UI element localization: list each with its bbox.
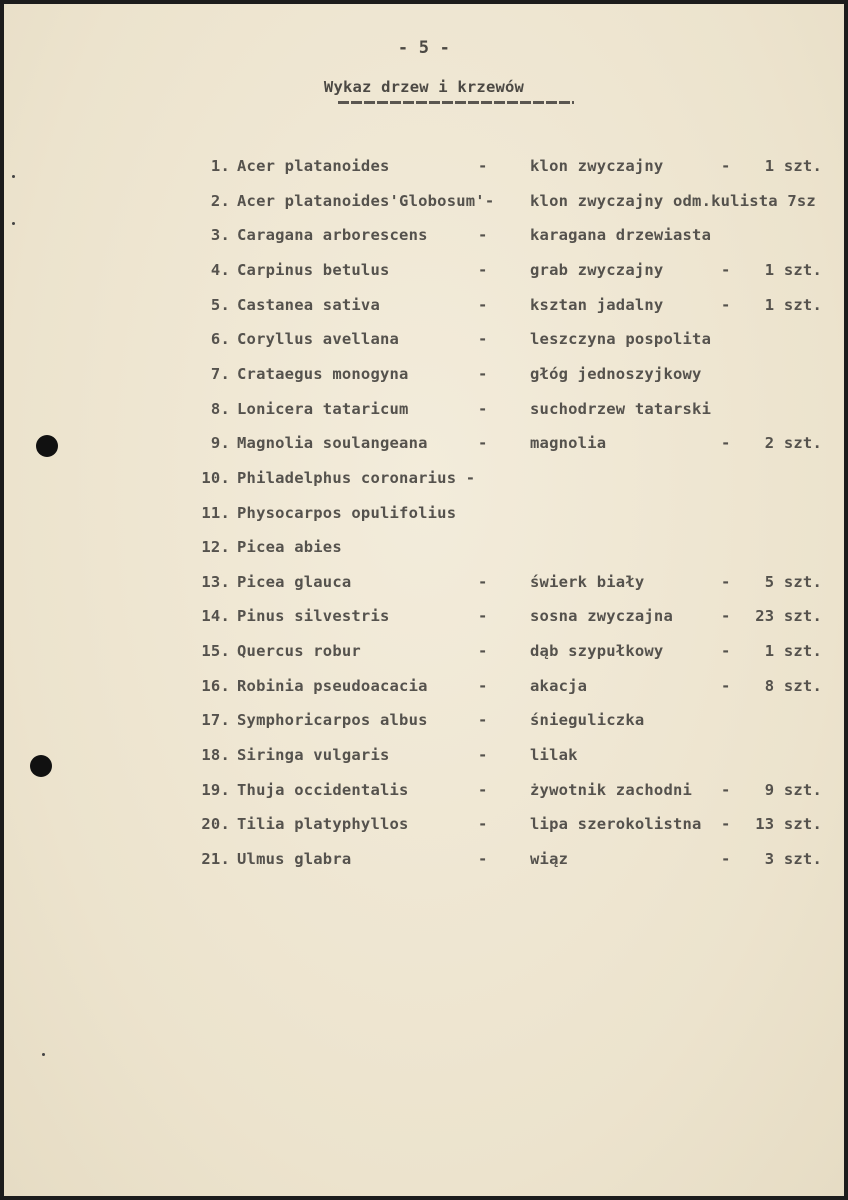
separator-dash: -: [478, 157, 488, 175]
separator-dash: -: [478, 850, 488, 868]
latin-name: Acer platanoides'Globosum'-: [237, 191, 495, 210]
separator-dash: -: [721, 607, 731, 626]
list-item: [0, 365, 848, 391]
list-item: [0, 296, 848, 322]
polish-name: akacja: [530, 676, 588, 695]
separator-dash: -: [721, 295, 731, 314]
item-number: 9.: [210, 434, 230, 453]
latin-name: Caragana arborescens: [237, 226, 428, 245]
polish-name: klon zwyczajny: [530, 157, 664, 175]
latin-name: Robinia pseudoacacia: [237, 676, 428, 695]
separator-dash: -: [721, 157, 731, 175]
latin-name: Castanea sativa: [237, 295, 380, 314]
polish-name: żywotnik zachodni: [530, 780, 693, 799]
item-number: 5.: [210, 295, 230, 314]
polish-name: magnolia: [530, 434, 607, 453]
list-item: [0, 400, 848, 426]
list-item: [0, 607, 848, 633]
list-item: [0, 573, 848, 599]
speck-mark: [42, 1053, 45, 1056]
latin-name: Siringa vulgaris: [237, 746, 390, 765]
latin-name: Ulmus glabra: [237, 850, 352, 868]
latin-name: Carpinus betulus: [237, 260, 390, 279]
item-number: 4.: [210, 260, 230, 279]
polish-name: głóg jednoszyjkowy: [530, 364, 702, 383]
polish-name: suchodrzew tatarski: [530, 399, 712, 418]
separator-dash: -: [478, 642, 488, 661]
quantity: 5 szt.: [764, 572, 822, 591]
latin-name: Lonicera tataricum: [237, 399, 409, 418]
item-number: 10.: [201, 468, 230, 487]
quantity: 3 szt.: [764, 850, 822, 868]
quantity: 9 szt.: [764, 780, 822, 799]
list-item: [0, 746, 848, 772]
item-number: 12.: [201, 538, 230, 557]
polish-name: wiąz: [530, 850, 569, 868]
quantity: 1 szt.: [764, 157, 822, 175]
quantity: 1 szt.: [764, 642, 822, 661]
separator-dash: -: [478, 434, 488, 453]
polish-name: klon zwyczajny odm.kulista 7sz: [530, 191, 816, 210]
latin-name: Picea abies: [237, 538, 342, 557]
list-item: [0, 504, 848, 530]
latin-name: Philadelphus coronarius -: [237, 468, 476, 487]
quantity: 2 szt.: [764, 434, 822, 453]
item-number: 1.: [210, 157, 230, 175]
latin-name: Acer platanoides: [237, 157, 390, 175]
list-item: [0, 538, 848, 564]
list-item: [0, 781, 848, 807]
item-number: 19.: [201, 780, 230, 799]
separator-dash: -: [478, 815, 488, 834]
item-number: 2.: [210, 191, 230, 210]
separator-dash: -: [478, 746, 488, 765]
quantity: 13 szt.: [755, 815, 822, 834]
list-item: [0, 330, 848, 356]
list-item: [0, 815, 848, 841]
list-item: [0, 261, 848, 287]
item-number: 13.: [201, 572, 230, 591]
quantity: 23 szt.: [755, 607, 822, 626]
separator-dash: -: [478, 399, 488, 418]
polish-name: lilak: [530, 746, 578, 765]
separator-dash: -: [478, 364, 488, 383]
quantity: 1 szt.: [764, 295, 822, 314]
separator-dash: -: [721, 676, 731, 695]
quantity: 8 szt.: [764, 676, 822, 695]
separator-dash: -: [478, 226, 488, 245]
list-item: [0, 226, 848, 252]
separator-dash: -: [478, 711, 488, 730]
separator-dash: -: [478, 572, 488, 591]
latin-name: Coryllus avellana: [237, 330, 400, 349]
list-item: [0, 469, 848, 495]
polish-name: sosna zwyczajna: [530, 607, 673, 626]
list-item: [0, 157, 848, 183]
separator-dash: -: [478, 607, 488, 626]
separator-dash: -: [721, 642, 731, 661]
separator-dash: -: [478, 295, 488, 314]
latin-name: Crataegus monogyna: [237, 364, 409, 383]
polish-name: świerk biały: [530, 572, 645, 591]
item-number: 16.: [201, 676, 230, 695]
list-item: [0, 642, 848, 668]
list-item: [0, 677, 848, 703]
separator-dash: -: [721, 780, 731, 799]
item-number: 7.: [210, 364, 230, 383]
list-item: [0, 192, 848, 218]
item-number: 11.: [201, 503, 230, 522]
page-title: Wykaz drzew i krzewów: [323, 78, 525, 96]
latin-name: Magnolia soulangeana: [237, 434, 428, 453]
item-number: 17.: [201, 711, 230, 730]
item-number: 6.: [210, 330, 230, 349]
separator-dash: -: [478, 780, 488, 799]
list-item: [0, 850, 848, 876]
separator-dash: -: [721, 572, 731, 591]
separator-dash: -: [721, 815, 731, 834]
polish-name: śnieguliczka: [530, 711, 645, 730]
separator-dash: -: [721, 434, 731, 453]
separator-dash: -: [478, 260, 488, 279]
separator-dash: -: [478, 676, 488, 695]
latin-name: Pinus silvestris: [237, 607, 390, 626]
list-item: [0, 434, 848, 460]
title-underline: [338, 101, 574, 104]
separator-dash: -: [721, 260, 731, 279]
item-number: 21.: [201, 850, 230, 868]
latin-name: Tilia platyphyllos: [237, 815, 409, 834]
latin-name: Symphoricarpos albus: [237, 711, 428, 730]
separator-dash: -: [478, 330, 488, 349]
list-item: [0, 711, 848, 737]
item-number: 8.: [210, 399, 230, 418]
separator-dash: -: [721, 850, 731, 868]
latin-name: Thuja occidentalis: [237, 780, 409, 799]
polish-name: karagana drzewiasta: [530, 226, 712, 245]
latin-name: Picea glauca: [237, 572, 352, 591]
speck-mark: [12, 222, 15, 225]
polish-name: leszczyna pospolita: [530, 330, 712, 349]
latin-name: Quercus robur: [237, 642, 361, 661]
polish-name: grab zwyczajny: [530, 260, 664, 279]
polish-name: lipa szerokolistna: [530, 815, 702, 834]
item-number: 15.: [201, 642, 230, 661]
page-number: - 5 -: [397, 38, 451, 58]
item-number: 18.: [201, 746, 230, 765]
item-number: 3.: [210, 226, 230, 245]
latin-name: Physocarpos opulifolius: [237, 503, 457, 522]
polish-name: ksztan jadalny: [530, 295, 664, 314]
item-number: 20.: [201, 815, 230, 834]
item-number: 14.: [201, 607, 230, 626]
quantity: 1 szt.: [764, 260, 822, 279]
polish-name: dąb szypułkowy: [530, 642, 664, 661]
